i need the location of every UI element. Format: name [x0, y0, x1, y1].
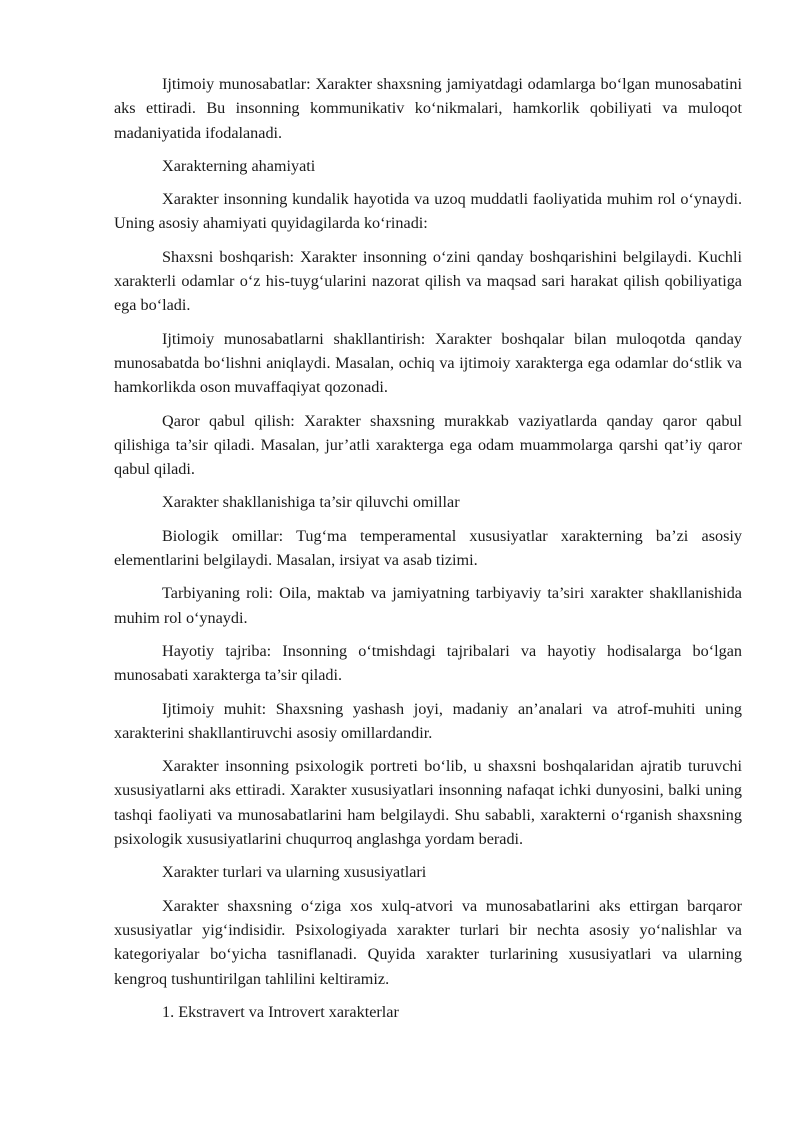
- heading-character-types: Xarakter turlari va ularning xususiyatlari: [162, 863, 427, 882]
- paragraph-importance-intro: Xarakter insonning kundalik hayotida va uzoq muddatli faoliyatida muhim rol o‘ynaydi. Uning asosiy ahamiyati quyidagilarda ko‘rinadi:: [114, 190, 742, 233]
- heading-character-importance: Xarakterning ahamiyati: [162, 156, 316, 175]
- heading-extravert-introvert: 1. Ekstravert va Introvert xarakterlar: [162, 1002, 399, 1021]
- paragraph-biological-factors: Biologik omillar: Tug‘ma temperamental xususiyatlar xarakterning ba’zi asosiy elementlarini belgilaydi. Masalan, irsiyat va asab tizimi.: [114, 526, 742, 570]
- paragraph-life-experience: Hayotiy tajriba: Insonning o‘tmishdagi tajribalari va hayotiy hodisalarga bo‘lgan munosabati xarakterga ta’sir qiladi.: [114, 641, 742, 685]
- paragraph-upbringing-role: Tarbiyaning roli: Oila, maktab va jamiyatning tarbiyaviy ta’siri xarakter shakllanishida muhim rol o‘ynaydi.: [114, 584, 742, 627]
- paragraph-types-intro: Xarakter shaxsning o‘ziga xos xulq-atvori va munosabatlarini aks ettirgan barqaror xususiyatlar yig‘indisidir. Psixologiyada xarakter turlari bir nechta asosiy yo‘nalishlar va kategoriyalar bo‘yicha tasniflanadi. Quyida xarakter turlarining xususiyatlari va ularning kengroq tushuntirilgan tahlilini keltiramiz.: [114, 896, 742, 988]
- paragraph-decision-making: Qaror qabul qilish: Xarakter shaxsning murakkab vaziyatlarda qanday qaror qabul qilishiga ta’sir qiladi. Masalan, jur’atli xarakterga ega odam muammolarga qarshi qat’iy qaror qabul qiladi.: [114, 411, 742, 479]
- paragraph-social-relations: Ijtimoiy munosabatlar: Xarakter shaxsning jamiyatdagi odamlarga bo‘lgan munosabatini aks ettiradi. Bu insonning kommunikativ ko‘nikmalari, hamkorlik qobiliyati va muloqot madaniyatida ifodalanadi.: [114, 75, 742, 142]
- paragraph-forming-relations: Ijtimoiy munosabatlarni shakllantirish: Xarakter boshqalar bilan muloqotda qanday munosabatda bo‘lishni aniqlaydi. Masalan, ochiq va ijtimoiy xarakterga ega odamlar do‘stlik va hamkorlikda oson muvaffaqiyat qozonadi.: [114, 329, 742, 397]
- paragraph-psychological-portrait: Xarakter insonning psixologik portreti bo‘lib, u shaxsni boshqalaridan ajratib turuvchi xususiyatlarni aks ettiradi. Xarakter xususiyatlari insonning nafaqat ichki dunyosini, balki uning tashqi faoliyati va munosabatlarini ham belgilaydi. Shu sababli, xarakterni o‘rganish shaxsning psixologik xususiyatlarini chuqurroq anglashga yordam beradi.: [114, 757, 742, 849]
- paragraph-self-management: Shaxsni boshqarish: Xarakter insonning o‘zini qanday boshqarishini belgilaydi. Kuchli xarakterli odamlar o‘z his-tuyg‘ularini nazorat qilish va maqsad sari harakat qilish qobiliyatiga ega bo‘ladi.: [114, 247, 742, 315]
- heading-formation-factors: Xarakter shakllanishiga ta’sir qiluvchi omillar: [162, 493, 460, 512]
- document-page: [114, 72, 742, 1024]
- paragraph-social-environment: Ijtimoiy muhit: Shaxsning yashash joyi, madaniy an’analari va atrof-muhiti uning xarakterini shakllantiruvchi asosiy omillardandir.: [114, 699, 742, 742]
